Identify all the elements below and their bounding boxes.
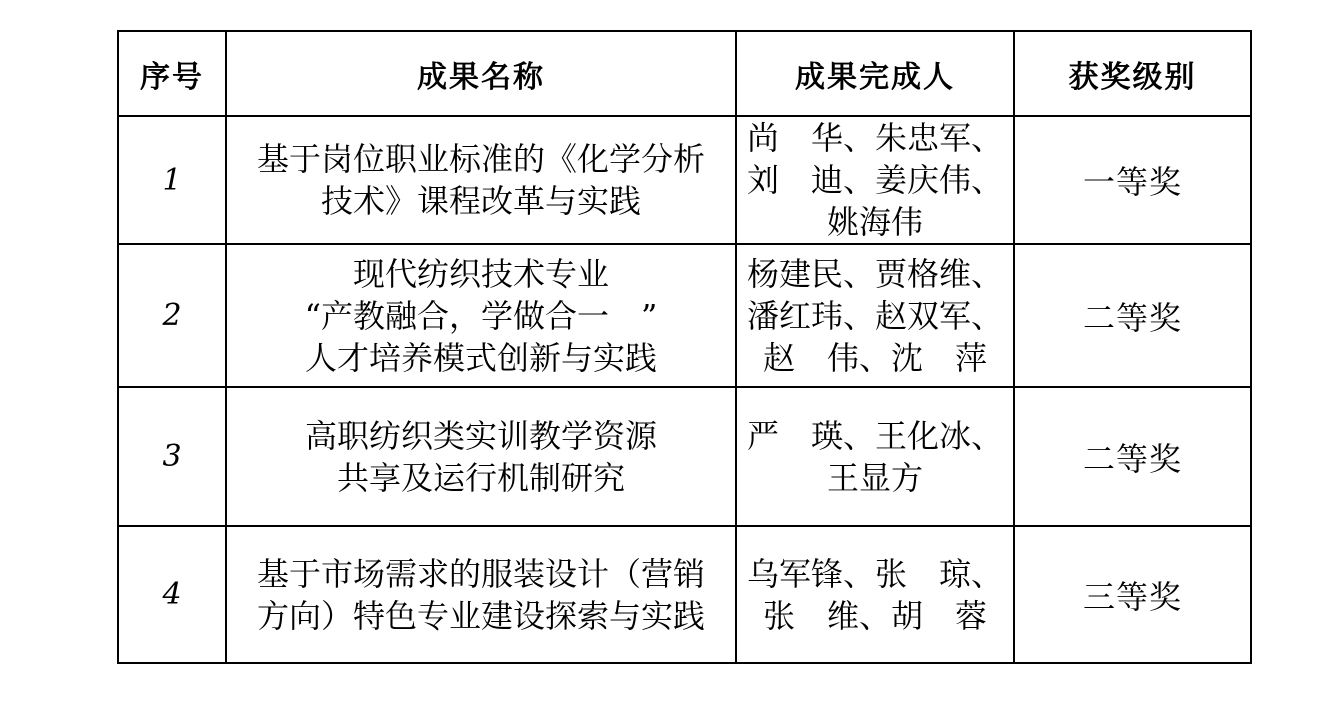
header-award-level: 获奖级别 [1014, 31, 1251, 116]
cell-completers: 严 瑛、王化冰、 王显方 [736, 387, 1014, 526]
cell-award-level: 二等奖 [1014, 244, 1251, 387]
cell-serial: 1 [118, 116, 226, 244]
table-row [118, 526, 1251, 663]
header-row [118, 31, 1251, 116]
awards-table [117, 30, 1252, 664]
cell-completers: 杨建民、贾格维、 潘红玮、赵双军、 赵 伟、沈 萍 [736, 244, 1014, 387]
cell-achievement-name: 现代纺织技术专业 “产教融合，学做合一 ” 人才培养模式创新与实践 [226, 244, 736, 387]
header-completers: 成果完成人 [736, 31, 1014, 116]
cell-completers: 乌军锋、张 琼、 张 维、胡 蓉 [736, 526, 1014, 663]
cell-serial: 2 [118, 244, 226, 387]
cell-completers: 尚 华、朱忠军、 刘 迪、姜庆伟、 姚海伟 [736, 116, 1014, 244]
cell-award-level: 三等奖 [1014, 526, 1251, 663]
table-row [118, 116, 1251, 244]
header-serial: 序号 [118, 31, 226, 116]
cell-achievement-name: 高职纺织类实训教学资源 共享及运行机制研究 [226, 387, 736, 526]
cell-award-level: 二等奖 [1014, 387, 1251, 526]
table-row [118, 244, 1251, 387]
cell-achievement-name: 基于岗位职业标准的《化学分析 技术》课程改革与实践 [226, 116, 736, 244]
table-row [118, 387, 1251, 526]
header-achievement-name: 成果名称 [226, 31, 736, 116]
cell-achievement-name: 基于市场需求的服装设计（营销 方向）特色专业建设探索与实践 [226, 526, 736, 663]
cell-serial: 4 [118, 526, 226, 663]
cell-award-level: 一等奖 [1014, 116, 1251, 244]
cell-serial: 3 [118, 387, 226, 526]
